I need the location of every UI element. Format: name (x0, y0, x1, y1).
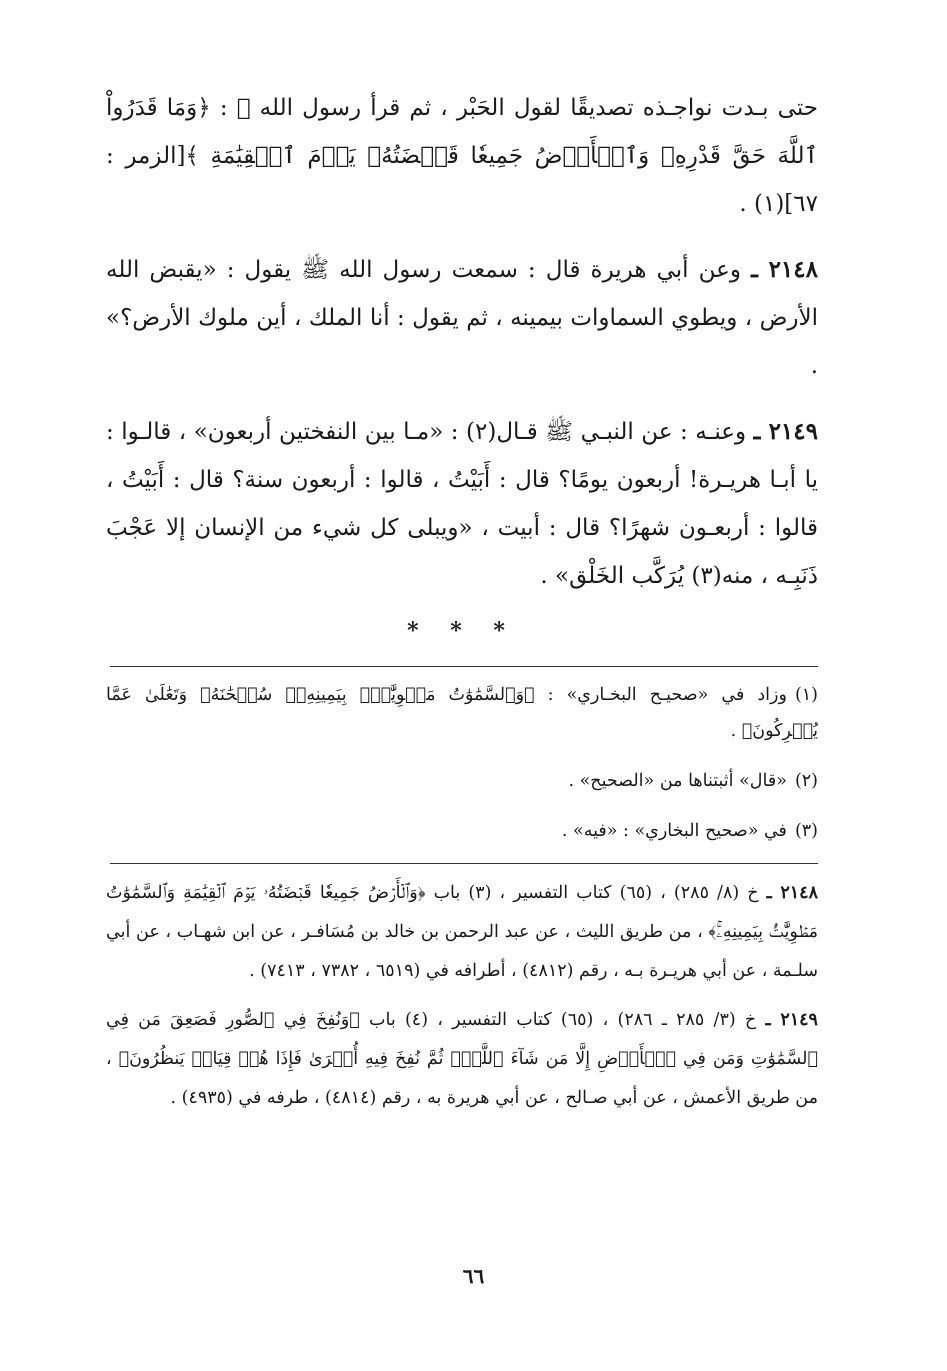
footnote-number: (١) (794, 685, 818, 705)
page-body (106, 84, 818, 1128)
source-number: ٢١٤٨ ـ (766, 883, 818, 903)
footnote-item (106, 763, 818, 799)
footnote-number: (٣) (794, 821, 818, 841)
source-text: خ (٣/ ٢٨٥ ـ ٢٨٦) ، (٦٥) كتاب التفسير ، (٤) باب ﴿وَنُفِخَ فِي ٱلصُّورِ فَصَعِقَ مَن فِي ٱلسَّمَٰوَٰتِ وَمَن فِي ٱلۡأَرۡضِ إِلَّا مَن شَآءَ ٱللَّهُۖ ثُمَّ نُفِخَ فِيهِ أُخۡرَىٰ فَإِذَا هُمۡ قِيَامٞ يَنظُرُونَ﴾ ، من طريق الأعمش ، عن أبي صـالح ، عن أبي هريرة به ، رقم (٤٨١٤) ، طرفه في (٤٩٣٥) . (106, 1010, 818, 1108)
hadith-number: ٢١٤٩ ـ (753, 418, 818, 445)
main-text (106, 84, 818, 644)
hadith-text: وعنـه : عن النبـي ﷺ قـال(٢) : «مـا بين النفختين أربعون» ، قالـوا : يا أبـا هريـرة! أربعون يومًا؟ قال : أَبَيْتُ ، قالوا : أربعون سنة؟ قال : أَبَيْتُ ، قالوا : أربعـون شهرًا؟ قال : أبيت ، «ويبلى كل شيء من الإنسان إلا عَجْبَ ذَنَبِـه ، منه(٣) يُرَكَّب الخَلْق» . (106, 419, 818, 589)
footnote-item (106, 813, 818, 849)
footnotes (106, 677, 818, 849)
source-notes (106, 874, 818, 1118)
footnote-divider (110, 666, 818, 667)
footnote-text: وزاد في «صحيـح البخـاري» : ﴿وَٱلسَّمَٰوَٰتُ مَطۡوِيَّٰتُۢ بِيَمِينِهِۦۚ سُبۡحَٰنَهُۥ وَتَعَٰلَىٰ عَمَّا يُشۡرِكُونَ﴾ . (106, 685, 818, 741)
source-divider (110, 863, 818, 864)
source-item (106, 874, 818, 991)
source-item (106, 1001, 818, 1118)
hadith-2148 (106, 246, 818, 390)
source-text: خ (٨/ ٢٨٥) ، (٦٥) كتاب التفسير ، (٣) باب ﴿وَٱلۡأَرۡضُ جَمِيعٗا قَبۡضَتُهُۥ يَوۡمَ ٱلۡقِيَٰمَةِ وَٱلسَّمَٰوَٰتُ مَطۡوِيَّٰتُۢ بِيَمِينِهِۦۚ﴾ ، من طريق الليث ، عن عبد الرحمن بن خالد بن مُسَافـر ، عن ابن شهـاب ، عن أبي سلـمة ، عن أبي هريـرة بـه ، رقم (٤٨١٢) ، أطرافه في (٦٥١٩ ، ٧٣٨٢ ، ٧٤١٣) . (106, 883, 818, 981)
footnote-number: (٢) (794, 771, 818, 791)
footnote-text: «قال» أثبتناها من «الصحيح» . (568, 771, 787, 791)
hadith-2149 (106, 408, 818, 600)
paragraph-continuation: حتى بـدت نواجـذه تصديقًا لقول الحَبْر ، ثم قرأ رسول الله ﷺ : ﴿وَمَا قَدَرُواْ ٱللَّهَ حَقَّ قَدْرِهِۦ وَٱلۡأَرۡضُ جَمِيعٗا قَبۡضَتُهُۥ يَوۡمَ ٱلۡقِيَٰمَةِ ﴾[الزمر : ٦٧](١) . (106, 95, 818, 217)
source-number: ٢١٤٩ ـ (765, 1010, 818, 1030)
section-separator: * * * (407, 618, 517, 644)
page-number: ٦٦ (462, 1264, 485, 1288)
hadith-text: وعن أبي هريرة قال : سمعت رسول الله ﷺ يقول : «يقبض الله الأرض ، ويطوي السماوات بيمينه ، ثم يقول : أنا الملك ، أين ملوك الأرض؟» . (106, 257, 818, 379)
footnote-item (106, 677, 818, 749)
hadith-number: ٢١٤٨ ـ (751, 256, 818, 283)
footnote-text: في «صحيح البخاري» : «فيه» . (561, 821, 787, 841)
